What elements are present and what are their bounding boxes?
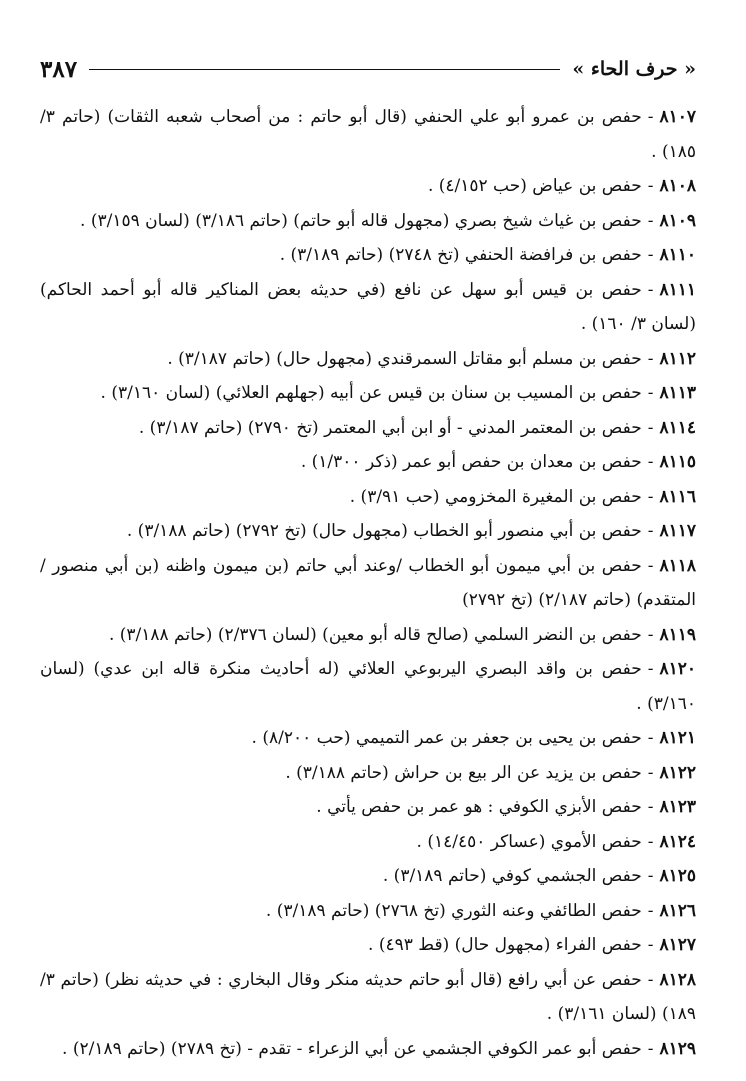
entry-number: ٨١١٤ (659, 417, 696, 438)
entry-dash: - (647, 1038, 654, 1059)
entry-dash: - (647, 383, 654, 403)
entry-dash: - (647, 245, 654, 265)
entry-text: حفص بن أبي منصور أبو الخطاب (مجهول حال) (تخ ٢٧٩٢) (حاتم ٣/١٨٨) . (126, 521, 642, 541)
entry-number: ٨١١١ (659, 279, 696, 300)
entry-item (40, 204, 696, 239)
entry-text: حفص بن عياض (حب ٤/١٥٢) . (427, 176, 642, 196)
entry-dash: - (647, 900, 654, 921)
entry-text: حفص الفراء (مجهول حال) (قط ٤٩٣) . (368, 935, 642, 955)
entry-number: ٨١١٢ (659, 348, 696, 369)
entry-number: ٨١٢٠ (659, 659, 696, 679)
entry-item (40, 411, 696, 446)
entry-dash: - (647, 486, 654, 507)
entry-dash: - (647, 452, 654, 472)
entry-number: ٨١١٩ (659, 624, 696, 645)
entry-item (40, 825, 696, 860)
entry-item (40, 894, 696, 929)
entry-dash: - (647, 866, 654, 886)
entry-number: ٨١٢٣ (659, 797, 696, 817)
entry-text: حفص الجشمي كوفي (حاتم ٣/١٨٩) . (382, 866, 642, 886)
entry-number: ٨١١٧ (659, 521, 696, 541)
entry-item (40, 928, 696, 963)
entry-number: ٨١٢٧ (659, 935, 696, 955)
entry-item (40, 169, 696, 204)
entry-text: حفص بن غياث شيخ بصري (مجهول قاله أبو حاتم) (حاتم ٣/١٨٦) (لسان ٣/١٥٩) . (80, 210, 642, 231)
entry-number: ٨١١٠ (659, 245, 696, 265)
entry-dash: - (647, 935, 654, 955)
entry-dash: - (647, 555, 654, 576)
page-header (40, 52, 696, 86)
entry-text: حفص بن عمرو أبو علي الحنفي (قال أبو حاتم : من أصحاب شعبه الثقات) (حاتم ٣/ ١٨٥) . (40, 107, 696, 162)
page-number: ٣٨٧ (40, 55, 78, 83)
entry-dash: - (647, 969, 654, 990)
entry-number: ٨١٢٦ (659, 900, 696, 921)
entry-text: حفص بن قيس أبو سهل عن نافع (في حديثه بعض المناكير قاله أبو أحمد الحاكم) (لسان ٣/ ١٦٠) . (40, 279, 696, 334)
entry-dash: - (647, 728, 654, 748)
entry-dash: - (647, 797, 654, 817)
entry-item (40, 721, 696, 756)
entry-dash: - (647, 210, 654, 231)
entry-dash: - (647, 659, 654, 679)
entry-dash: - (647, 107, 654, 127)
entry-number: ٨١٠٨ (659, 176, 696, 196)
entry-item (40, 652, 696, 721)
entry-text: حفص بن المعتمر المدني - أو ابن أبي المعتمر (تخ ٢٧٩٠) (حاتم ٣/١٨٧) . (138, 417, 642, 438)
entry-item (40, 790, 696, 825)
entry-dash: - (647, 417, 654, 438)
entry-number: ٨١٠٩ (659, 210, 696, 231)
entry-text: حفص بن واقد البصري اليربوعي العلائي (له أحاديث منكرة قاله ابن عدي) (لسان ٣/١٦٠) . (40, 659, 696, 714)
entry-item (40, 445, 696, 480)
entry-number: ٨١١٥ (659, 452, 696, 472)
entry-item (40, 963, 696, 1032)
entry-text: حفص الطائفي وعنه الثوري (تخ ٢٧٦٨) (حاتم ٣/١٨٩) . (265, 900, 642, 921)
entry-text: حفص أبو عمر الكوفي الجشمي عن أبي الزعراء - تقدم - (تخ ٢٧٨٩) (حاتم ٢/١٨٩) . (62, 1038, 642, 1059)
entry-number: ٨١١٣ (659, 383, 696, 403)
entry-item (40, 514, 696, 549)
entry-number: ٨١١٨ (659, 555, 696, 576)
entry-text: حفص الأموي (عساكر ١٤/٤٥٠) . (416, 831, 642, 852)
entry-text: حفص الأبزي الكوفي : هو عمر بن حفص يأتي . (316, 797, 642, 817)
entry-number: ٨١٢٤ (659, 831, 696, 852)
entry-text: حفص بن معدان بن حفص أبو عمر (ذكر ١/٣٠٠) . (300, 452, 642, 472)
entry-dash: - (647, 521, 654, 541)
entry-dash: - (647, 348, 654, 369)
entry-dash: - (647, 176, 654, 196)
entry-item (40, 1032, 696, 1067)
entry-text: حفص بن المغيرة المخزومي (حب ٣/٩١) . (349, 486, 642, 507)
entry-item (40, 618, 696, 653)
entry-list (40, 100, 696, 1066)
entry-number: ٨١٢٢ (659, 762, 696, 783)
entry-dash: - (647, 762, 654, 783)
entry-text: حفص بن النضر السلمي (صالح قاله أبو معين) (لسان ٢/٣٧٦) (حاتم ٣/١٨٨) . (108, 624, 642, 645)
entry-text: حفص بن أبي ميمون أبو الخطاب /وعند أبي حاتم (بن ميمون واظنه (بن أبي منصور /المتقدم) (حاتم ٢/١٨٧) (تخ ٢٧٩٢) (40, 555, 696, 610)
entry-text: حفص بن يزيد عن الر بيع بن حراش (حاتم ٣/١٨٨) . (285, 762, 642, 783)
entry-item (40, 859, 696, 894)
entry-dash: - (647, 624, 654, 645)
entry-text: حفص بن يحيى بن جعفر بن عمر التميمي (حب ٨/٢٠٠) . (251, 728, 642, 748)
entry-dash: - (647, 831, 654, 852)
entry-item (40, 480, 696, 515)
entry-number: ٨١١٦ (659, 486, 696, 507)
entry-item (40, 273, 696, 342)
entry-item (40, 342, 696, 377)
entry-number: ٨١٢٥ (659, 866, 696, 886)
entry-item (40, 376, 696, 411)
entry-item (40, 238, 696, 273)
entry-number: ٨١٢٩ (659, 1038, 696, 1059)
running-title: « حرف الحاء » (572, 58, 696, 80)
entry-dash: - (647, 279, 654, 300)
entry-item (40, 756, 696, 791)
entry-number: ٨١٠٧ (659, 107, 696, 127)
entry-text: حفص بن مسلم أبو مقاتل السمرقندي (مجهول حال) (حاتم ٣/١٨٧) . (167, 348, 642, 369)
entry-text: حفص عن أبي رافع (قال أبو حاتم حديثه منكر وقال البخاري : في حديثه نظر) (حاتم ٣/ ١٨٩) (لسان ٣/١٦١) . (40, 969, 696, 1024)
entry-text: حفص بن فرافضة الحنفي (تخ ٢٧٤٨) (حاتم ٣/١٨٩) . (279, 245, 642, 265)
entry-item (40, 100, 696, 169)
entry-number: ٨١٢١ (659, 728, 696, 748)
entry-text: حفص بن المسيب بن سنان بن قيس عن أبيه (جهلهم العلائي) (لسان ٣/١٦٠) . (100, 383, 642, 403)
header-rule (89, 69, 560, 70)
entry-item (40, 549, 696, 618)
entry-number: ٨١٢٨ (659, 969, 696, 990)
